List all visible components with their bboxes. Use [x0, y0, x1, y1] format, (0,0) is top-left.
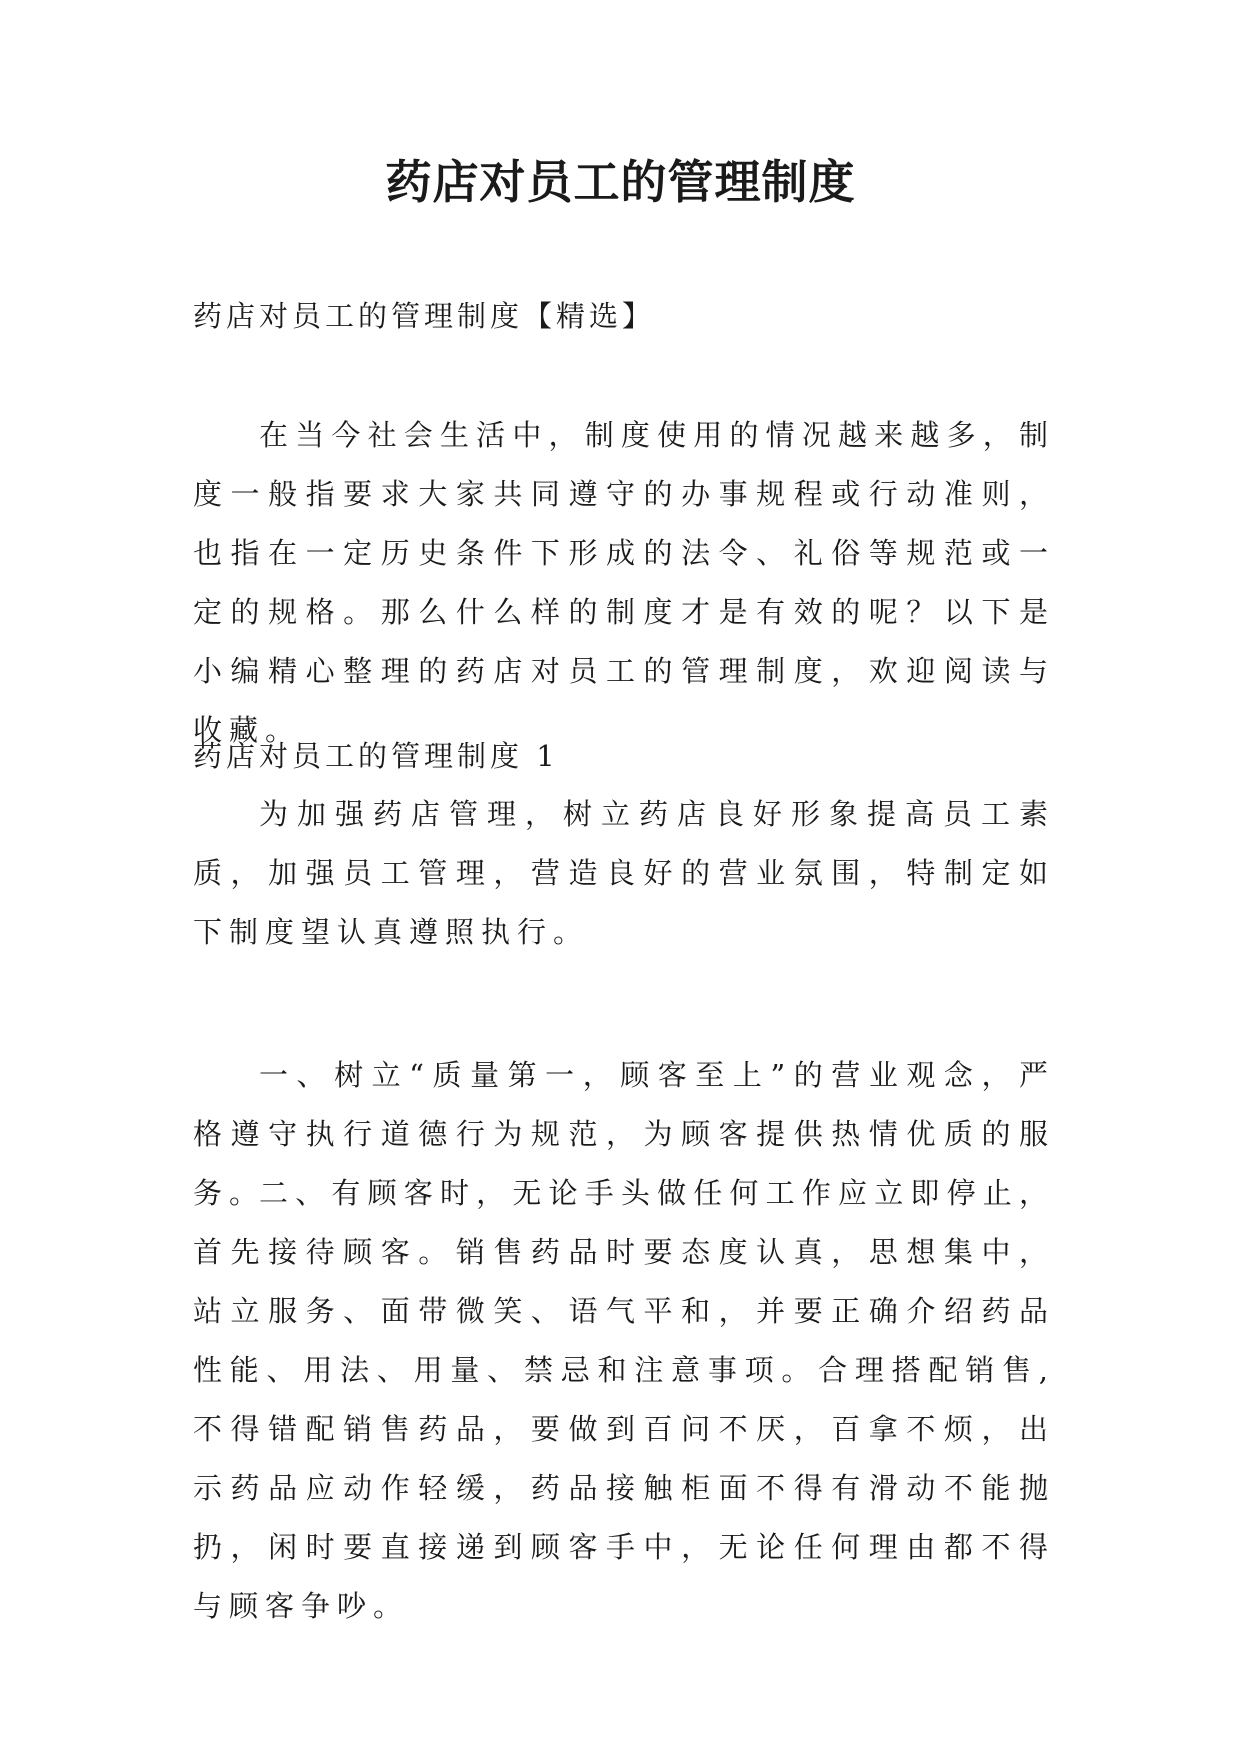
intro-paragraph: 在当今社会生活中，制度使用的情况越来越多，制度一般指要求大家共同遵守的办事规程或行动准则，也指在一定历史条件下形成的法令、礼俗等规范或一定的规格。那么什么样的制度才是有效的呢？以下是小编精心整理的药店对员工的管理制度，欢迎阅读与收藏。 [193, 418, 1055, 747]
rule-item: 二、有顾客时，无论手头做任何工作应立即停止，首先接待顾客。销售药品时要态度认真，思想集中，站立服务、面带微笑、语气平和，并要正确介绍药品性能、用法、用量、禁忌和注意事项。合理搭配销售,不得错配销售药品，要做到百问不厌，百拿不烦，出示药品应动作轻缓，药品接触柜面不得有滑动不能抛扔，闲时要直接递到顾客手中，无论任何理由都不得与顾客争吵。 [193, 1176, 1055, 1623]
section-paragraph: 为加强药店管理，树立药店良好形象提高员工素质，加强员工管理，营造良好的营业氛围，特制定如下制度望认真遵照执行。 [193, 797, 1055, 949]
document-subtitle: 药店对员工的管理制度【精选】 [193, 299, 656, 333]
rule-item: 一、树立“质量第一，顾客至上”的营业观念，严格遵守执行道德行为规范，为顾客提供热情优质的服务。 [193, 1058, 1055, 1210]
section-heading: 药店对员工的管理制度 1 [193, 739, 559, 773]
document-title: 药店对员工的管理制度 [385, 155, 856, 209]
